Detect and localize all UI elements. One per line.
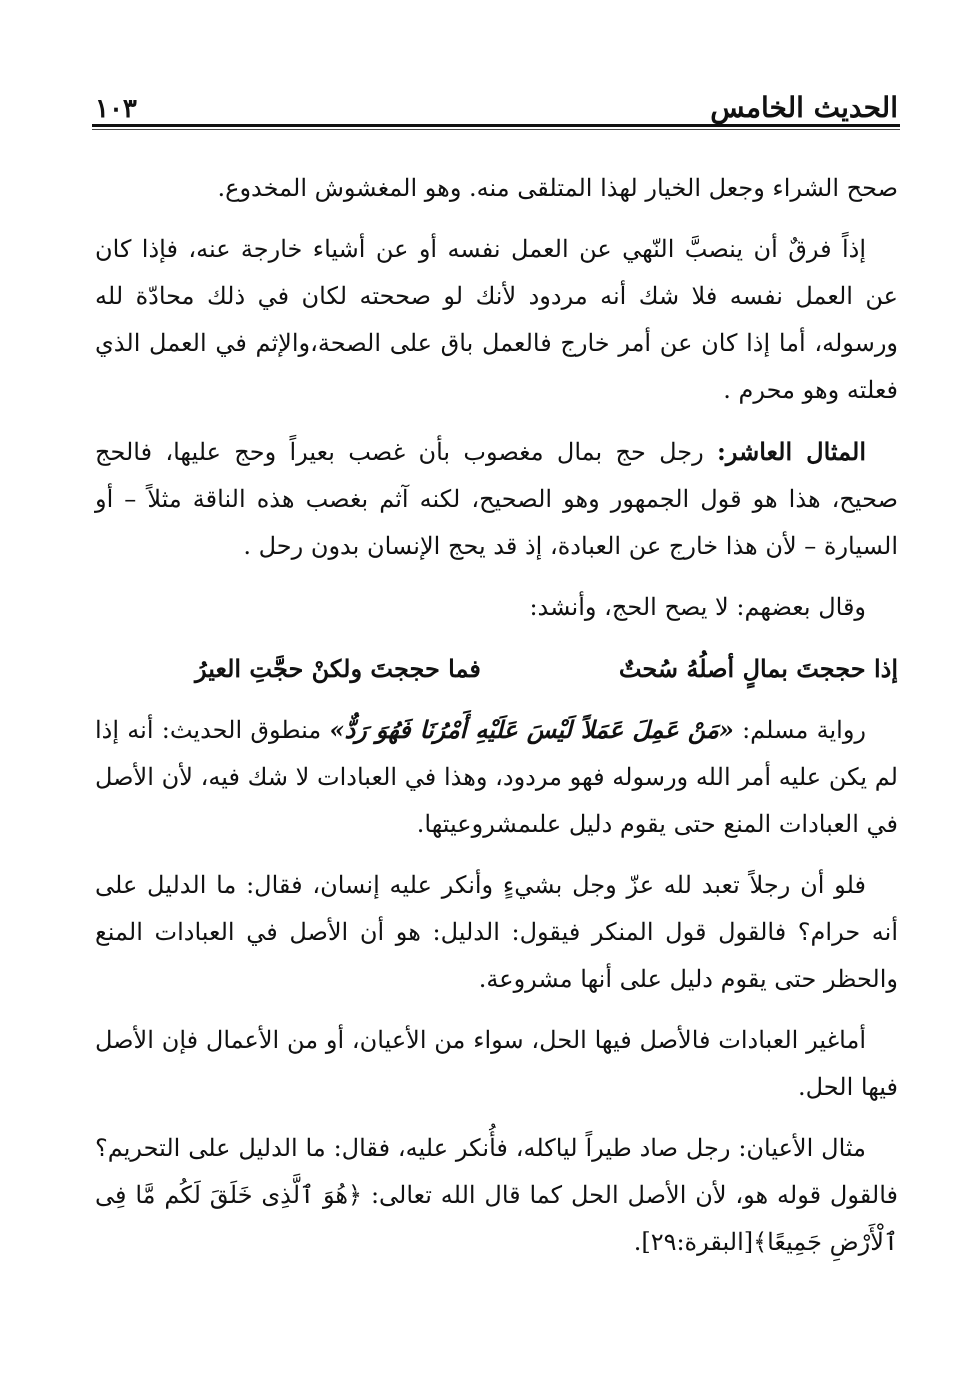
- poem-first-hemistich: إذا حججتَ بمالٍ أصلُهُ سُحتٌ: [618, 654, 898, 683]
- paragraph-2: إذاً فرقٌ أن ينصبَّ النّهي عن العمل نفسه أو عن أشياء خارجة عنه، فإذا كان عن العمل نفسه فلا شك أنه مردود لأنك لو صححته لكان في ذلك محادّة لله ورسوله، أما إذا كان عن أمر خارج فالعمل باق على الصحة،والإثم في العمل الذي فعلته وهو محرم .: [95, 235, 898, 404]
- paragraph-8: [95, 1125, 898, 1266]
- paragraph-5-text: منطوق الحديث: أنه إذا لم يكن عليه أمر الله ورسوله فهو مردود، وهذا في العبادات لا شك فيه، لأن الأصل في العبادات المنع حتى يقوم دليل علىمشروعيتها.: [95, 716, 898, 838]
- paragraph-8-text: مثال الأعيان: رجل صاد طيراً لياكله، فأُنكر عليه، فقال: ما الدليل على التحريم؟ فالقول قوله هو، لأن الأصل الحل كما قال الله تعالى:: [95, 1134, 899, 1209]
- paragraph-5: [95, 706, 898, 848]
- running-header-title: الحديث الخامس: [710, 91, 898, 124]
- page-body: [95, 165, 898, 1280]
- paragraph-7: أماغير العبادات فالأصل فيها الحل، سواء من الأعيان، أو من الأعمال فإن الأصل فيها الحل.: [95, 1026, 898, 1101]
- page-header: [95, 82, 898, 122]
- paragraph-3-text: رجل حج بمال مغصوب بأن غصب بعيراً وحج عليها، فالحج صحيح، هذا هو قول الجمهور وهو الصحيح، لكنه آثم بغصب هذه الناقة مثلاً – أو السيارة – لأن هذا خارج عن العبادة، إذ قد يحج الإنسان بدون رحل .: [95, 438, 898, 560]
- example-label: المثال العاشر:: [717, 437, 866, 466]
- header-rule-thick: [92, 124, 900, 127]
- header-rule-thin: [92, 129, 900, 130]
- poem-verse: [95, 645, 898, 692]
- page-number: ١٠٣: [95, 94, 137, 124]
- verse-reference: [البقرة:٢٩].: [633, 1228, 754, 1256]
- paragraph-1: صحح الشراء وجعل الخيار لهذا المتلقى منه. وهو المغشوش المخدوع.: [217, 174, 898, 202]
- quran-verse: ﴿هُوَ ٱلَّذِى خَلَقَ لَكُم مَّا فِى ٱلْأَرْضِ جَمِيعًا﴾: [95, 1181, 898, 1256]
- paragraph-5-intro: رواية مسلم:: [733, 716, 867, 744]
- poem-second-hemistich: فما حججتَ ولكنْ حجَّتِ العيرُ: [195, 654, 481, 683]
- paragraph-6: فلو أن رجلاً تعبد لله عزّ وجل بشيءٍ وأنكر عليه إنسان، فقال: ما الدليل على أنه حرام؟ فالقول قول المنكر فيقول: الدليل: هو أن الأصل في العبادات المنع والحظر حتى يقوم دليل على أنها مشروعة.: [95, 871, 898, 993]
- paragraph-3: [95, 428, 898, 570]
- paragraph-4: وقال بعضهم: لا يصح الحج، وأنشد:: [529, 593, 866, 621]
- hadith-quote: «مَنْ عَمِلَ عَمَلاً لَيْسَ عَلَيْهِ أَمْرُنَا فَهُوَ رَدٌّ»: [329, 715, 734, 744]
